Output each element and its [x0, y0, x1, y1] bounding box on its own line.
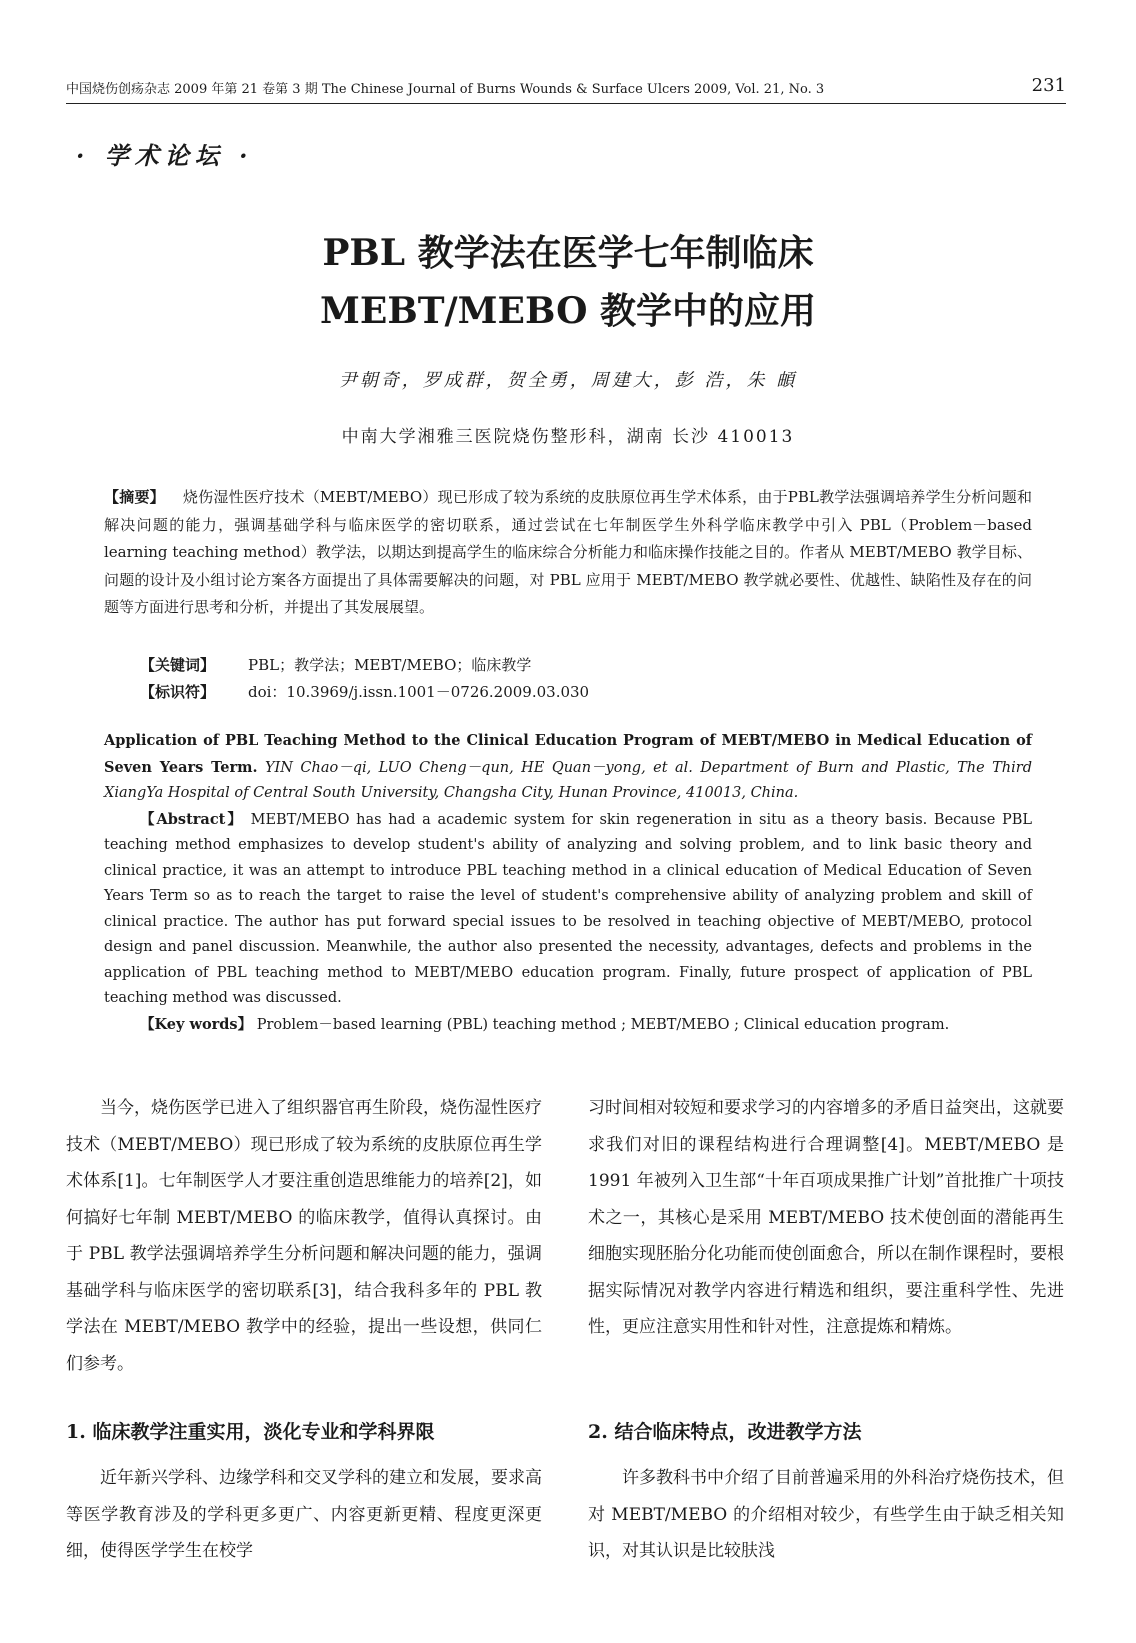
article-title-line-1: PBL 教学法在医学七年制临床	[322, 232, 814, 274]
abstract-cn-text: 烧伤湿性医疗技术（MEBT/MEBO）现已形成了较为系统的皮肤原位再生学术体系，由于PBL教学法强调培养学生分析问题和解决问题的能力，强调基础学科与临床医学的密切联系，通过尝试在七年制医学生外科学临床教学中引入 PBL（Problem－based learning teaching method）教学法，以期达到提高学生的临床综合分析能力和临床操作技能之目的。作者从 MEBT/MEBO 教学目标、问题的设计及小组讨论方案各方面提出了具体需要解决的问题，对 PBL 应用于 MEBT/MEBO 教学就必要性、优越性、缺陷性及存在的问题等方面进行思考和分析，并提出了其发展展望。	[104, 488, 1032, 616]
keywords-cn	[140, 652, 531, 679]
running-head: 中国烧伤创疡杂志 2009 年第 21 卷第 3 期 The Chinese Journal of Burns Wounds & Surface Ulcers 2009, Vol. 21, No. 3	[66, 82, 825, 97]
english-abstract	[104, 807, 1032, 1012]
section-2-text: 许多教科书中介绍了目前普遍采用的外科治疗烧伤技术，但对 MEBT/MEBO 的介绍相对较少，有些学生由于缺乏相关知识，对其认识是比较肤浅	[588, 1468, 1064, 1561]
header-rule	[66, 103, 1066, 104]
english-keywords	[104, 1012, 1032, 1039]
keywords-cn-text: PBL；教学法；MEBT/MEBO；临床教学	[248, 656, 532, 674]
english-title: Application of PBL Teaching Method to the Clinical Education Program of MEBT/MEBO in Medical Education of Seven Years Term.	[104, 732, 1032, 776]
english-title-authors	[104, 728, 1032, 807]
abstract-cn-label: 【摘要】	[104, 488, 165, 506]
identifier-label: 【标识符】	[140, 683, 216, 701]
section-2-heading: 2. 结合临床特点，改进教学方法	[588, 1421, 862, 1443]
english-authors: YIN Chao－qi, LUO Cheng－qun, HE Quan－yong, et al. Department of Burn and Plastic, The Third XiangYa Hospital of Central South University, Changsha City, Hunan Province, 410013, China.	[104, 759, 1032, 801]
page-header	[66, 75, 1066, 102]
page-number: 231	[1031, 75, 1066, 96]
body-intro-right: 习时间相对较短和要求学习的内容增多的矛盾日益突出，这就要求我们对旧的课程结构进行合理调整[4]。MEBT/MEBO 是 1991 年被列入卫生部“十年百项成果推广计划”首批推广十项技术之一，其核心是采用 MEBT/MEBO 技术使创面的潜能再生细胞实现胚胎分化功能而使创面愈合，所以在制作课程时，要根据实际情况对教学内容进行精选和组织，要注重科学性、先进性，更应注意实用性和针对性，注意提炼和精炼。	[588, 1098, 1064, 1337]
english-abstract-block	[104, 728, 1032, 1038]
column-tag: · 学术论坛 ·	[76, 141, 254, 170]
english-abstract-text: MEBT/MEBO has had a academic system for skin regeneration in situ as a theory basis. Because PBL teaching method emphasizes to develop student's ability of analyzing and solving problem, and to link basic theory and clinical practice, it was an attempt to introduce PBL teaching method in a clinical education of Medical Education of Seven Years Term so as to reach the target to raise the level of student's comprehensive ability of analyzing problem and skill of clinical practice. The author has put forward special issues to be resolved in teaching objective of MEBT/MEBO, protocol design and panel discussion. Meanwhile, the author also presented the necessity, advantages, defects and problems in the application of PBL teaching method to MEBT/MEBO education program. Finally, future prospect of application of PBL teaching method was discussed.	[104, 811, 1032, 1006]
doi-text: doi：10.3969/j.issn.1001－0726.2009.03.030	[248, 683, 590, 701]
article-title-line-2: MEBT/MEBO 教学中的应用	[320, 290, 816, 332]
section-1-text: 近年新兴学科、边缘学科和交叉学科的建立和发展，要求高等医学教育涉及的学科更多更广、内容更新更精、程度更深更细，使得医学学生在校学	[66, 1468, 542, 1561]
english-abstract-label: 【Abstract】	[140, 810, 244, 828]
keywords-cn-label: 【关键词】	[140, 656, 216, 674]
identifier	[140, 679, 589, 706]
author-list: 尹朝奇，罗成群，贺全勇，周建大，彭 浩，朱 頔	[338, 370, 798, 391]
english-keywords-label: 【Key words】	[140, 1015, 253, 1033]
english-keywords-text: Problem－based learning (PBL) teaching method ; MEBT/MEBO ; Clinical education program.	[256, 1016, 950, 1033]
section-1-heading: 1. 临床教学注重实用，淡化专业和学科界限	[66, 1421, 435, 1443]
affiliation: 中南大学湘雅三医院烧伤整形科，湖南 长沙 410013	[341, 427, 795, 447]
body-intro-left: 当今，烧伤医学已进入了组织器官再生阶段，烧伤湿性医疗技术（MEBT/MEBO）现已形成了较为系统的皮肤原位再生学术体系[1]。七年制医学人才要注重创造思维能力的培养[2]，如何搞好七年制 MEBT/MEBO 的临床教学，值得认真探讨。由于 PBL 教学法强调培养学生分析问题和解决问题的能力，强调基础学科与临床医学的密切联系[3]，结合我科多年的 PBL 教学法在 MEBT/MEBO 教学中的经验，提出一些设想，供同仁们参考。	[66, 1098, 542, 1374]
abstract-cn	[104, 484, 1032, 622]
